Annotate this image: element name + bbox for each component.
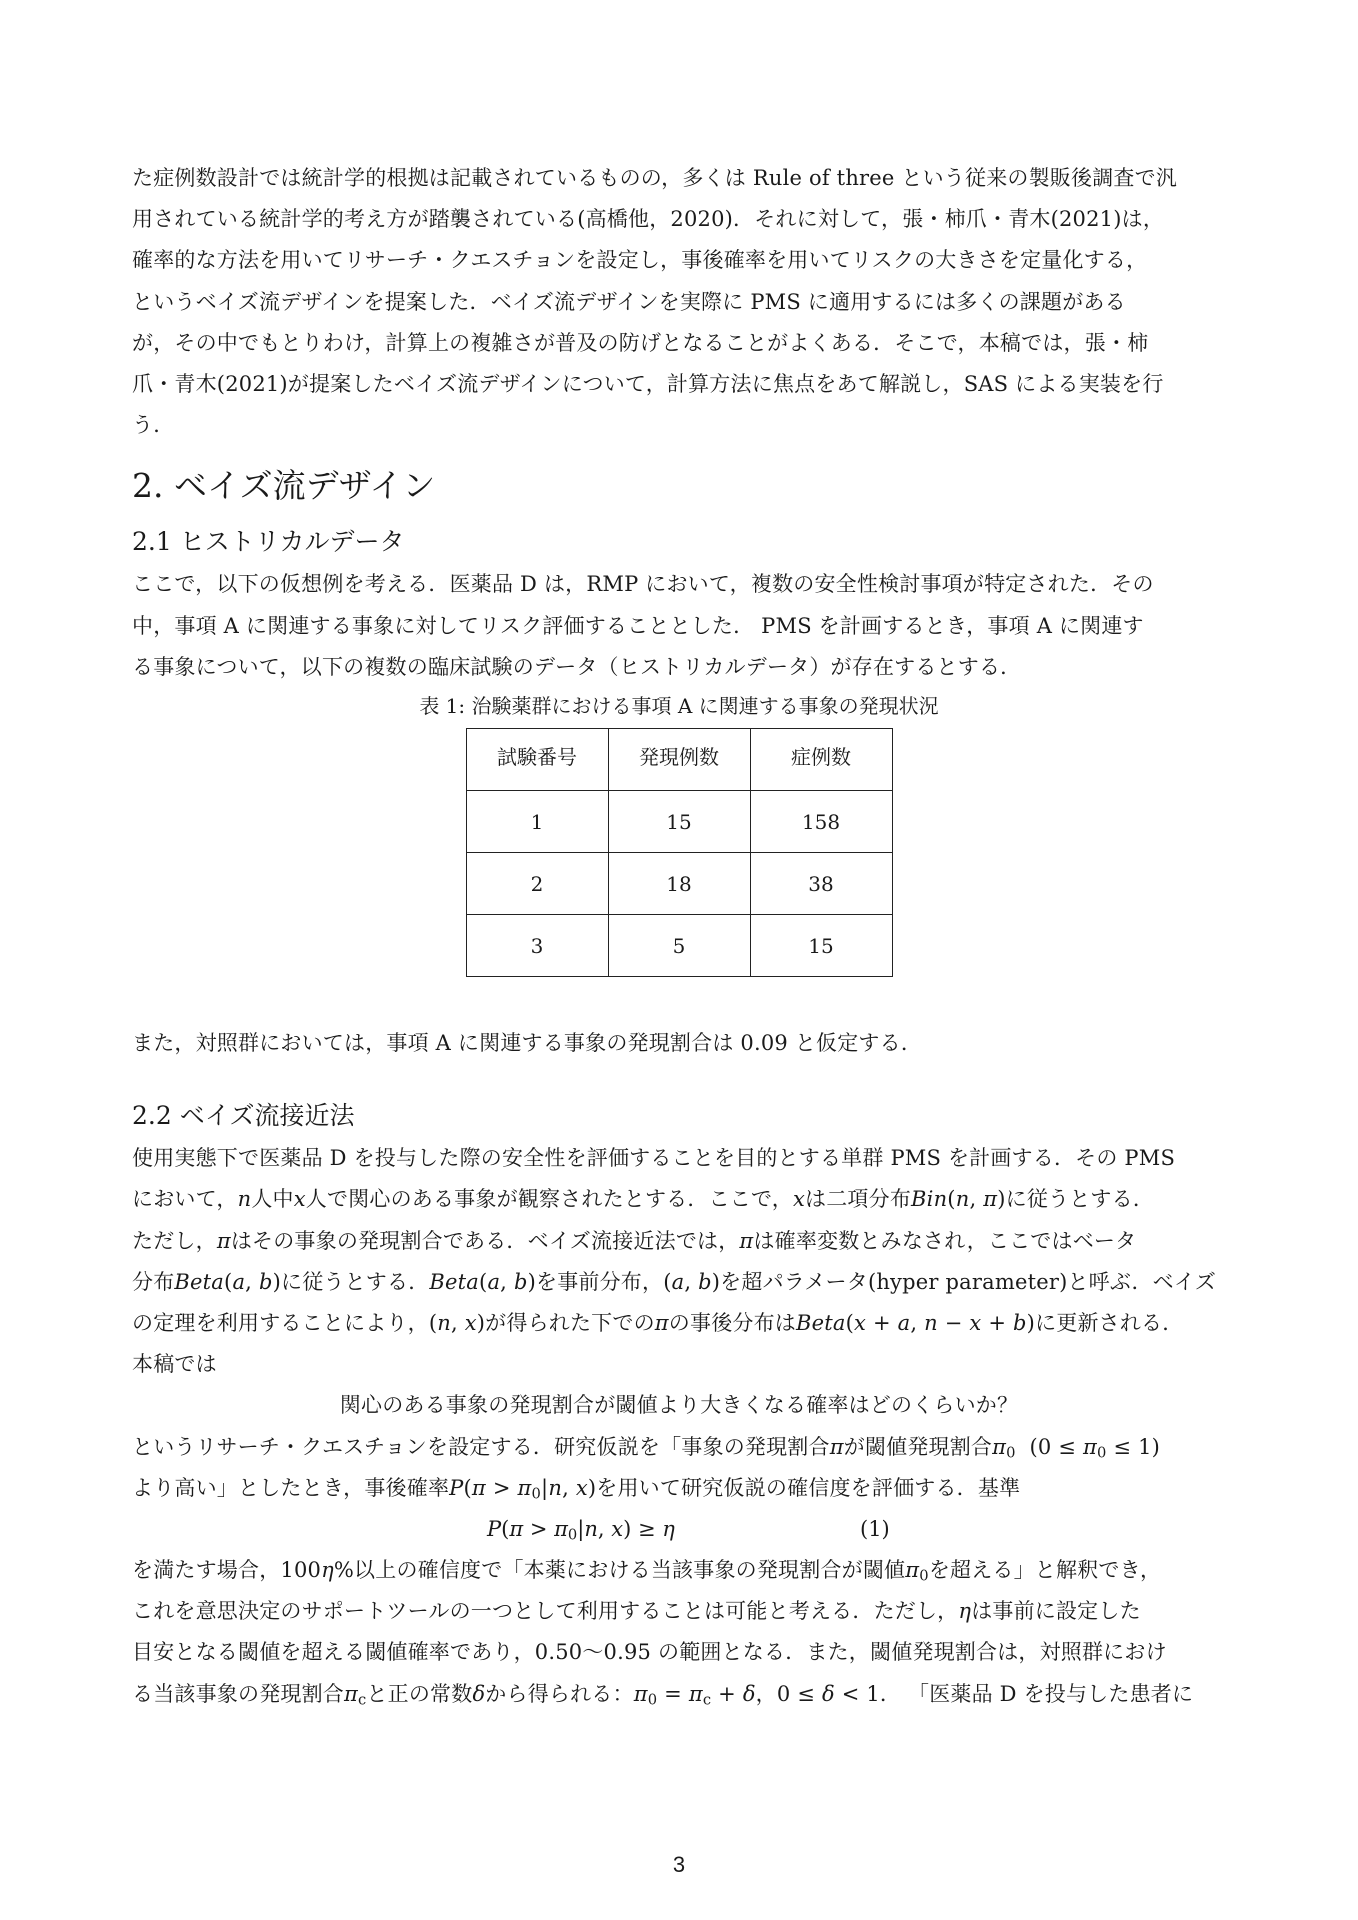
intro-line: が，その中でもとりわけ，計算上の複雑さが普及の防げとなることがよくある．そこで，本稿では，張・柿 bbox=[132, 330, 1149, 355]
page-number: 3 bbox=[672, 1852, 686, 1877]
table-header-cell: 試験番号 bbox=[466, 729, 608, 791]
table-cell: 2 bbox=[466, 853, 608, 915]
section-2-2-line: というリサーチ・クエスチョンを設定する．研究仮説を「事象の発現割合πが閾値発現割合$\pi_0$ $(0 \le \pi_0 \le 1)$ bbox=[132, 1434, 1161, 1462]
table-header-row bbox=[466, 729, 892, 791]
page-body bbox=[132, 158, 1226, 1715]
table-row bbox=[466, 915, 892, 977]
table-header-cell: 症例数 bbox=[750, 729, 892, 791]
table-cell: 15 bbox=[608, 791, 750, 853]
table-cell: 15 bbox=[750, 915, 892, 977]
section-2-2-line: ただし，πはその事象の発現割合である．ベイズ流接近法では，πは確率変数とみなされ，ここではベータ bbox=[132, 1228, 1137, 1253]
section-2-2-line: る当該事象の発現割合$\pi_c$と正の常数δから得られる：$\pi_0 = \pi_c + \delta$，0 ≤ δ < 1． 「医薬品 D を投与した患者に bbox=[132, 1681, 1194, 1709]
section-2-2-line: の定理を利用することにより，(n, x)が得られた下でのπの事後分布はBeta(x + a, n − x + b)に更新される． bbox=[132, 1311, 1184, 1336]
section-2-2-line: 分布Beta(a, b)に従うとする．Beta(a, b)を事前分布，(a, b)を超パラメータ(hyper parameter)と呼ぶ．ベイズ bbox=[132, 1269, 1217, 1294]
intro-line: う． bbox=[132, 413, 175, 438]
equation-number: (1) bbox=[860, 1517, 890, 1542]
intro-line: た症例数設計では統計学的根拠は記載されているものの，多くは Rule of three という従来の製販後調査で汎 bbox=[132, 166, 1178, 190]
intro-line: というベイズ流デザインを提案した．ベイズ流デザインを実際に PMS に適用するには多くの課題がある bbox=[132, 289, 1126, 314]
equation-expression: $P(\pi > \pi_0|n$, x) ≥ η bbox=[487, 1517, 675, 1544]
table-cell: 3 bbox=[466, 915, 608, 977]
section-2-1-line: る事象について，以下の複数の臨床試験のデータ（ヒストリカルデータ）が存在するとする． bbox=[132, 654, 1022, 679]
section-2-2-line: 目安となる閾値を超える閾値確率であり，0.50〜0.95 の範囲となる．また，閾値発現割合は，対照群におけ bbox=[132, 1640, 1167, 1665]
table-cell: 38 bbox=[750, 853, 892, 915]
table-row bbox=[466, 791, 892, 853]
section-2-1-line: ここで，以下の仮想例を考える．医薬品 D は，RMP において，複数の安全性検討事項が特定された．その bbox=[132, 572, 1154, 597]
intro-line: 爪・青木(2021)が提案したベイズ流デザインについて，計算方法に焦点をあて解説し，SAS による実装を行 bbox=[132, 372, 1164, 397]
table-cell: 18 bbox=[608, 853, 750, 915]
section-2-2-line: 本稿では bbox=[132, 1352, 217, 1377]
table-cell: 5 bbox=[608, 915, 750, 977]
section-2-2-line: 使用実態下で医薬品 D を投与した際の安全性を評価することを目的とする単群 PMS を計画する．その PMS bbox=[132, 1146, 1176, 1171]
equation-1 bbox=[132, 1509, 1226, 1550]
intro-line: 用されている統計学的考え方が踏襲されている(高橋他，2020)．それに対して，張・柿爪・青木(2021)は， bbox=[132, 207, 1165, 232]
section-2-2-line: より高い」としたとき，事後確率$P(\pi > \pi_0|n$, x)を用いて研究仮説の確信度を評価する．基準 bbox=[132, 1475, 1021, 1503]
section-2-2-line: これを意思決定のサポートツールの一つとして利用することは可能と考える．ただし，ηは事前に設定した bbox=[132, 1599, 1141, 1624]
control-group-note: また，対照群においては，事項 A に関連する事象の発現割合は 0.09 と仮定する． bbox=[132, 1031, 923, 1056]
table-cell: 158 bbox=[750, 791, 892, 853]
section-2-1-line: 中，事項 A に関連する事象に対してリスク評価することとした． PMS を計画するとき，事項 A に関連す bbox=[132, 613, 1144, 638]
section-2-heading: 2. ベイズ流デザイン bbox=[132, 466, 436, 506]
section-2-1-heading: 2.1 ヒストリカルデータ bbox=[132, 527, 405, 557]
table-cell: 1 bbox=[466, 791, 608, 853]
intro-line: 確率的な方法を用いてリサーチ・クエスチョンを設定し，事後確率を用いてリスクの大きさを定量化する， bbox=[132, 248, 1148, 273]
section-2-2-line: において，n人中x人で関心のある事象が観察されたとする．ここで，xは二項分布Bin(n, π)に従うとする． bbox=[132, 1187, 1155, 1212]
table-row bbox=[466, 853, 892, 915]
table-caption: 表 1: 治験薬群における事項 A に関連する事象の発現状況 bbox=[419, 694, 939, 719]
section-2-2-heading: 2.2 ベイズ流接近法 bbox=[132, 1101, 355, 1131]
section-2-2-line: を満たす場合，100η%以上の確信度で「本薬における当該事象の発現割合が閾値$\pi_0$を超える」と解釈でき， bbox=[132, 1558, 1162, 1585]
historical-data-table bbox=[466, 728, 893, 977]
table-header-cell: 発現例数 bbox=[608, 729, 750, 791]
research-question: 関心のある事象の発現割合が閾値より大きくなる確率はどのくらいか？ bbox=[339, 1393, 1019, 1418]
